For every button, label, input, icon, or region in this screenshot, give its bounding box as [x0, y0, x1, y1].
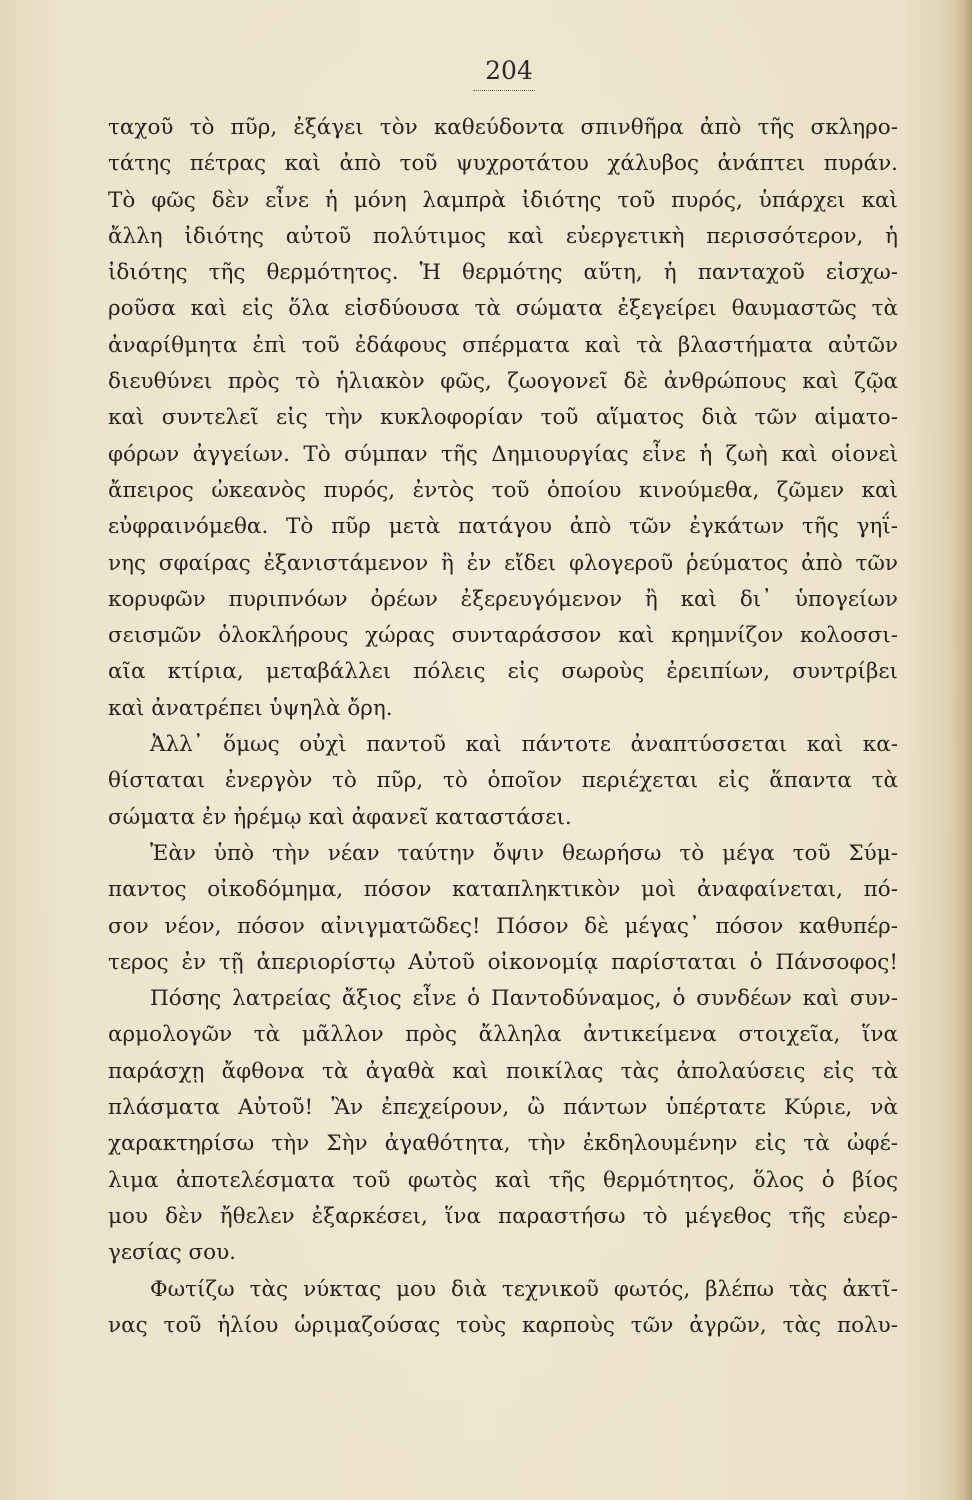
text-line: ταχοῦ τὸ πῦρ, ἐξάγει τὸν καθεύδοντα σπινθῆρα ἀπὸ τῆς σκληρο- — [108, 115, 898, 140]
text-line: εὐφραινόμεθα. Τὸ πῦρ μετὰ πατάγου ἀπὸ τῶν ἐγκάτων τῆς γηΐ- — [108, 514, 898, 540]
text-line: τερος ἐν τῇ ἀπεριορίστῳ Αὐτοῦ οἰκονομίᾳ παρίσταται ὁ Πάνσοφος! — [108, 949, 898, 975]
text-line: παντος οἰκοδόμημα, πόσον καταπληκτικὸν μοὶ ἀναφαίνεται, πό- — [108, 877, 898, 903]
text-line: Πόσης λατρείας ἄξιος εἶνε ὁ Παντοδύναμος, ὁ συνδέων καὶ συν- — [150, 986, 898, 1012]
text-line: ἀναρίθμητα ἐπὶ τοῦ ἐδάφους σπέρματα καὶ τὰ βλαστήματα αὐτῶν — [108, 332, 898, 358]
text-line: θίσταται ἐνεργὸν τὸ πῦρ, τὸ ὁποῖον περιέχεται εἰς ἅπαντα τὰ — [108, 768, 898, 794]
text-line: σεισμῶν ὁλοκλήρους χώρας συνταράσσον καὶ κρημνίζον κολοσσι- — [108, 623, 898, 649]
text-line: γεσίας σου. — [108, 1240, 237, 1266]
page-number: 204 — [485, 56, 533, 85]
text-line: χαρακτηρίσω τὴν Σὴν ἀγαθότητα, τὴν ἐκδηλουμένην εἰς τὰ ὠφέ- — [108, 1131, 898, 1157]
text-line: φόρων ἀγγείων. Τὸ σύμπαν τῆς Δημιουργίας εἶνε ἡ ζωὴ καὶ οἱονεὶ — [108, 441, 898, 467]
text-line: σώματα ἐν ἠρέμῳ καὶ ἀφανεῖ καταστάσει. — [108, 804, 572, 830]
text-line: Ἐὰν ὑπὸ τὴν νέαν ταύτην ὄψιν θεωρήσω τὸ μέγα τοῦ Σύμ- — [150, 840, 898, 866]
text-line: αρμολογῶν τὰ μᾶλλον πρὸς ἄλληλα ἀντικείμενα στοιχεῖα, ἵνα — [108, 1022, 898, 1048]
text-line: διευθύνει πρὸς τὸ ἡλιακὸν φῶς, ζωογονεῖ δὲ ἀνθρώπους καὶ ζῷα — [108, 369, 898, 395]
text-line: ἄλλη ἰδιότης αὐτοῦ πολύτιμος καὶ εὐεργετικὴ περισσότερον, ἡ — [108, 223, 898, 249]
text-line: μου δὲν ἤθελεν ἐξαρκέσει, ἵνα παραστήσω τὸ μέγεθος τῆς εὐερ- — [108, 1203, 898, 1229]
text-line: Τὸ φῶς δὲν εἶνε ἡ μόνη λαμπρὰ ἰδιότης τοῦ πυρός, ὑπάρχει καὶ — [108, 187, 898, 213]
text-line: τάτης πέτρας καὶ ἀπὸ τοῦ ψυχροτάτου χάλυβος ἀνάπτει πυράν. — [108, 151, 898, 177]
text-line: πλάσματα Αὐτοῦ! Ἂν ἐπεχείρουν, ὢ πάντων ὑπέρτατε Κύριε, νὰ — [108, 1095, 898, 1121]
text-line: νης σφαίρας ἐξανιστάμενον ἢ ἐν εἴδει φλογεροῦ ῥεύματος ἀπὸ τῶν — [108, 550, 898, 576]
text-line: Ἀλλ᾽ ὅμως οὐχὶ παντοῦ καὶ πάντοτε ἀναπτύσσεται καὶ κα- — [150, 732, 898, 758]
text-line: νας τοῦ ἡλίου ὡριμαζούσας τοὺς καρποὺς τῶν ἀγρῶν, τὰς πολυ- — [108, 1312, 898, 1338]
text-line: Φωτίζω τὰς νύκτας μου διὰ τεχνικοῦ φωτός, βλέπω τὰς ἀκτῖ- — [150, 1276, 898, 1302]
page-edge-shadow — [950, 0, 972, 1500]
text-line: αῖα κτίρια, μεταβάλλει πόλεις εἰς σωροὺς ἐρειπίων, συντρίβει — [108, 659, 898, 685]
text-line: κορυφῶν πυριπνόων ὀρέων ἐξερευγόμενον ἢ καὶ δι᾽ ὑπογείων — [108, 586, 898, 612]
text-line: καὶ ἀνατρέπει ὑψηλὰ ὄρη. — [108, 695, 393, 721]
text-line: παράσχῃ ἄφθονα τὰ ἀγαθὰ καὶ ποικίλας τὰς ἀπολαύσεις εἰς τὰ — [108, 1058, 898, 1084]
text-line: λιμα ἀποτελέσματα τοῦ φωτὸς καὶ τῆς θερμότητος, ὅλος ὁ βίος — [108, 1167, 898, 1193]
body-text — [108, 110, 898, 1344]
page-number-underline — [473, 90, 535, 91]
text-line: ἄπειρος ὠκεανὸς πυρός, ἐντὸς τοῦ ὁποίου κινούμεθα, ζῶμεν καὶ — [108, 477, 898, 503]
text-line: ροῦσα καὶ εἰς ὅλα εἰσδύουσα τὰ σώματα ἐξεγείρει θαυμαστῶς τὰ — [108, 296, 898, 322]
text-line: ἰδιότης τῆς θερμότητος. Ἡ θερμότης αὕτη, ἡ πανταχοῦ εἰσχω- — [108, 260, 898, 286]
text-line: σον νέον, πόσον αἰνιγματῶδες! Πόσον δὲ μέγας᾽ πόσον καθυπέρ- — [108, 913, 898, 939]
text-line: καὶ συντελεῖ εἰς τὴν κυκλοφορίαν τοῦ αἵματος διὰ τῶν αἱματο- — [108, 405, 898, 431]
